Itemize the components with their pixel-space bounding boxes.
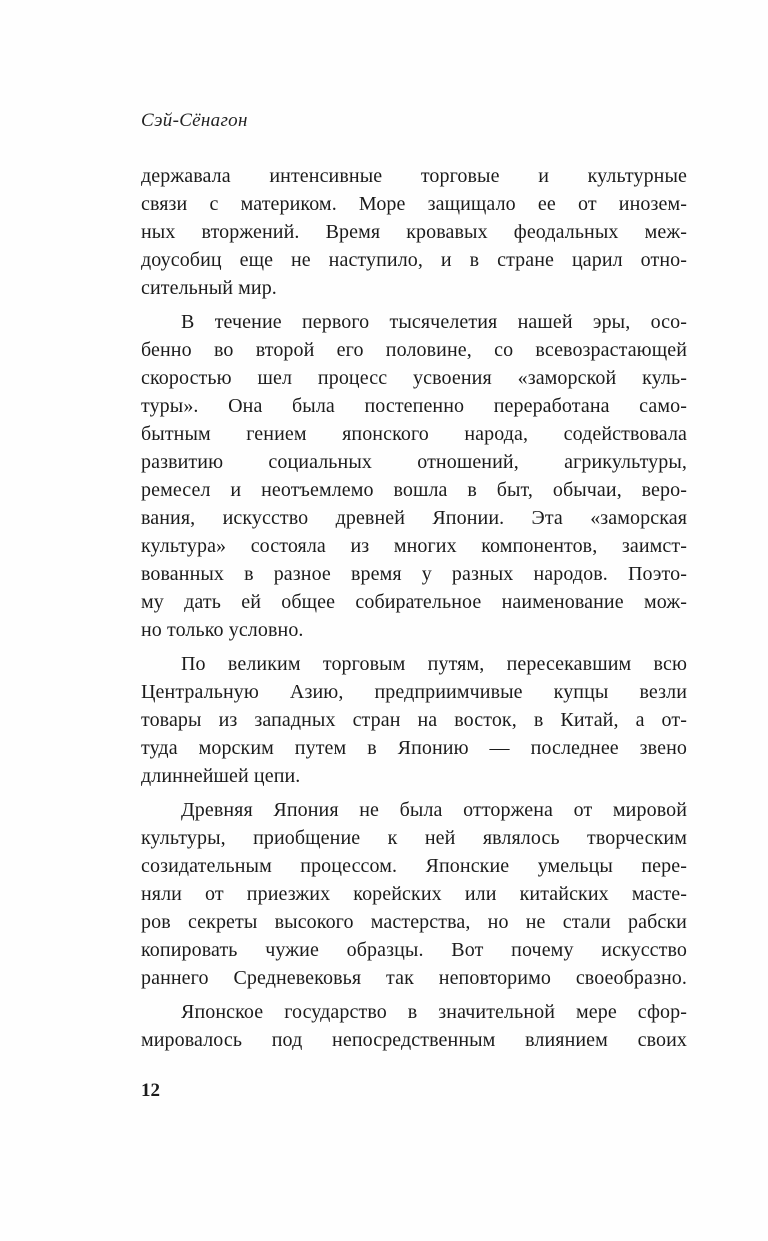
body-text	[141, 162, 687, 1054]
text-line: сительный мир.	[141, 277, 277, 299]
text-line: бытным гением японского народа, содействовала	[141, 423, 687, 445]
text-line: В течение первого тысячелетия нашей эры, осо-	[181, 311, 687, 333]
running-header: Сэй-Сёнагон	[141, 110, 248, 131]
text-line: державала интенсивные торговые и культурные	[141, 165, 687, 187]
text-line: скоростью шел процесс усвоения «заморской куль-	[141, 367, 687, 389]
text-line: ных вторжений. Время кровавых феодальных меж-	[141, 221, 687, 243]
text-line: культура» состояла из многих компонентов, заимст-	[141, 535, 687, 557]
paragraph	[141, 796, 687, 992]
text-line: Центральную Азию, предприимчивые купцы везли	[141, 681, 687, 703]
text-line: развитию социальных отношений, агрикультуры,	[141, 451, 687, 473]
text-line: бенно во второй его половине, со всевозрастающей	[141, 339, 687, 361]
paragraph	[141, 650, 687, 790]
text-line: мировалось под непосредственным влиянием своих	[141, 1029, 687, 1051]
text-line: му дать ей общее собирательное наименование мож-	[141, 591, 687, 613]
text-line: товары из западных стран на восток, в Китай, а от-	[141, 709, 687, 731]
text-line: туда морским путем в Японию — последнее звено	[141, 737, 687, 759]
text-line: длиннейшей цепи.	[141, 765, 301, 787]
text-line: вованных в разное время у разных народов. Поэто-	[141, 563, 687, 585]
text-line: ремесел и неотъемлемо вошла в быт, обычаи, веро-	[141, 479, 687, 501]
paragraph	[141, 162, 687, 302]
text-line: ров секреты высокого мастерства, но не стали рабски	[141, 911, 687, 933]
text-line: раннего Средневековья так неповторимо своеобразно.	[141, 967, 687, 989]
text-line: няли от приезжих корейских или китайских масте-	[141, 883, 687, 905]
text-line: Древняя Япония не была отторжена от мировой	[181, 799, 687, 821]
text-line: Японское государство в значительной мере сфор-	[181, 1001, 687, 1023]
page-number: 12	[141, 1080, 160, 1101]
text-line: доусобиц еще не наступило, и в стране царил отно-	[141, 249, 687, 271]
text-line: но только условно.	[141, 619, 304, 641]
text-line: вания, искусство древней Японии. Эта «заморская	[141, 507, 687, 529]
text-line: связи с материком. Море защищало ее от инозем-	[141, 193, 687, 215]
text-line: копировать чужие образцы. Вот почему искусство	[141, 939, 687, 961]
paragraph	[141, 998, 687, 1054]
text-line: созидательным процессом. Японские умельцы пере-	[141, 855, 687, 877]
paragraph	[141, 308, 687, 644]
text-line: культуры, приобщение к ней являлось творческим	[141, 827, 687, 849]
text-line: туры». Она была постепенно переработана само-	[141, 395, 687, 417]
text-line: По великим торговым путям, пересекавшим всю	[181, 653, 687, 675]
